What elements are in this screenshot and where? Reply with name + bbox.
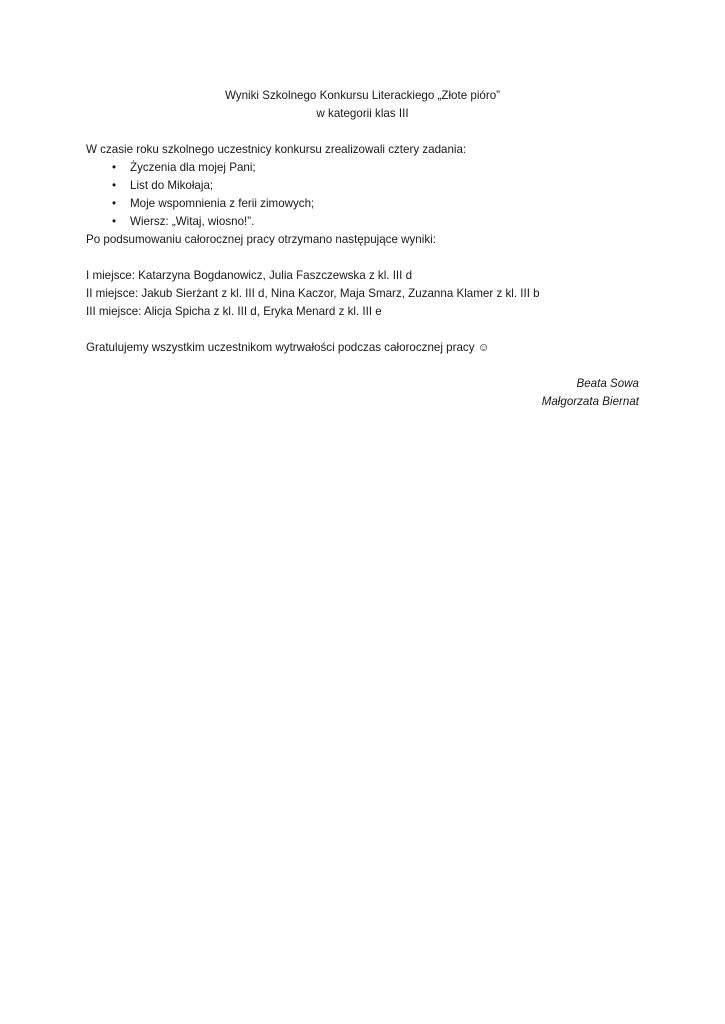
signature-block (86, 375, 639, 411)
result-third-place: III miejsce: Alicja Spicha z kl. III d, Eryka Menard z kl. III e (86, 305, 382, 318)
task-text: List do Mikołaja; (130, 179, 214, 192)
task-text: Wiersz: „Witaj, wiosno!”. (130, 215, 255, 228)
document-content (86, 87, 639, 411)
bullet-icon: • (111, 197, 117, 210)
result-second-place: II miejsce: Jakub Sierżant z kl. III d, Nina Kaczor, Maja Smarz, Zuzanna Klamer z kl. III b (86, 287, 540, 300)
task-text: Moje wspomnienia z ferii zimowych; (130, 197, 315, 210)
spacer (86, 123, 639, 141)
bullet-icon: • (111, 161, 117, 174)
bullet-icon: • (111, 179, 117, 192)
document-subtitle: w kategorii klas III (316, 107, 409, 120)
task-item (86, 213, 639, 231)
signature-name: Beata Sowa (576, 377, 639, 390)
result-first-place: I miejsce: Katarzyna Bogdanowicz, Julia Faszczewska z kl. III d (86, 269, 413, 282)
task-item (86, 159, 639, 177)
results-intro: Po podsumowaniu całorocznej pracy otrzymano następujące wyniki: (86, 233, 436, 246)
spacer (86, 321, 639, 339)
spacer (86, 249, 639, 267)
closing-congratulations: Gratulujemy wszystkim uczestnikom wytrwałości podczas całorocznej pracy ☺ (86, 341, 490, 354)
signature-name: Małgorzata Biernat (541, 395, 639, 408)
task-list (86, 159, 639, 231)
document-title: Wyniki Szkolnego Konkursu Literackiego „Złote pióro” (224, 89, 501, 102)
bullet-icon: • (111, 215, 117, 228)
task-item (86, 195, 639, 213)
task-text: Życzenia dla mojej Pani; (130, 161, 256, 174)
tasks-intro: W czasie roku szkolnego uczestnicy konkursu zrealizowali cztery zadania: (86, 143, 467, 156)
spacer (86, 357, 639, 375)
task-item (86, 177, 639, 195)
